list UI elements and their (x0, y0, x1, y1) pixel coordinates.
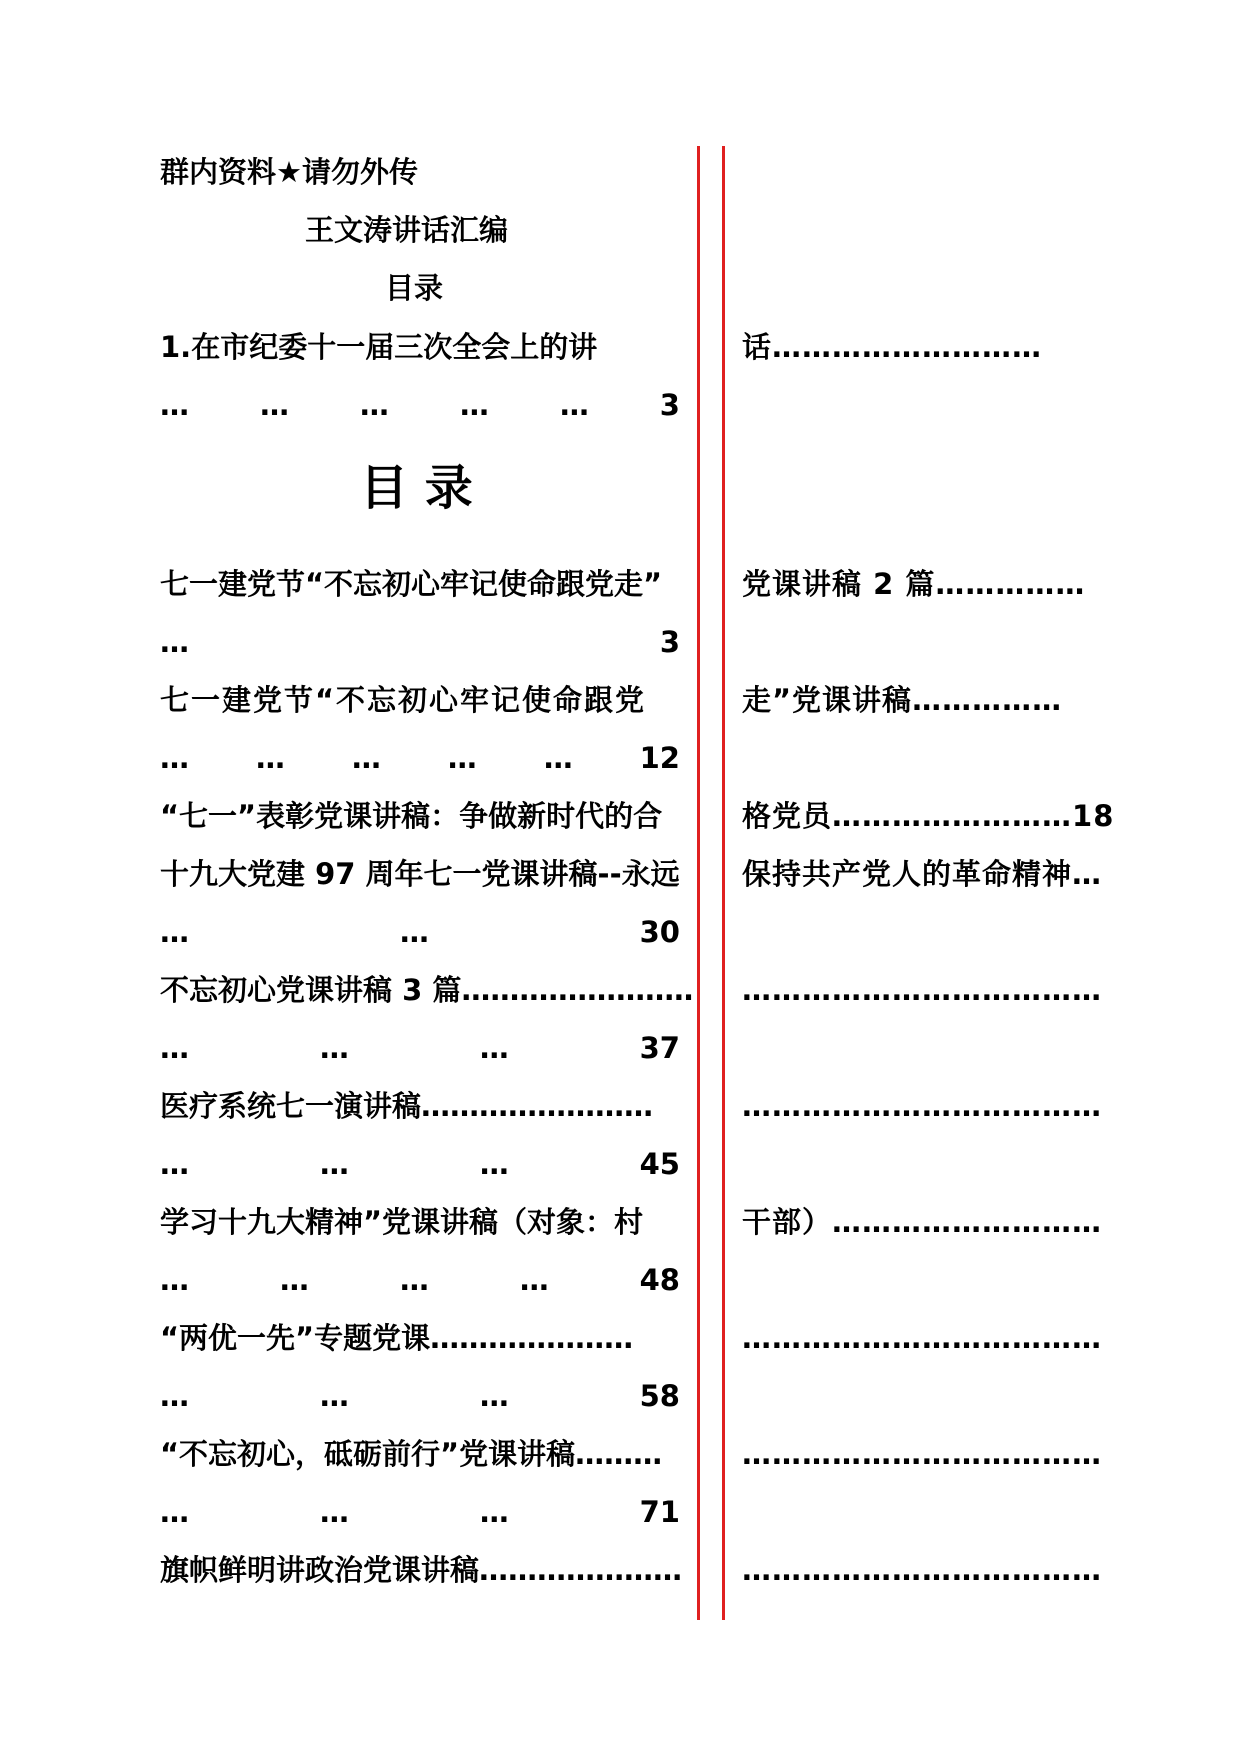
toc-entry-page: 71 (639, 1495, 680, 1529)
toc-entry-leader: … 3 (160, 622, 680, 662)
toc-entry-title[interactable]: 十九大党建 97 周年七一党课讲稿--永远 (160, 857, 680, 891)
toc-entry-title[interactable]: “两优一先”专题党课………………… (160, 1321, 634, 1355)
left-column (160, 0, 694, 1754)
toc-entry-leader: … … … … 48 (160, 1260, 680, 1300)
toc-leader-dots: ……………………………… (742, 1089, 1102, 1123)
column-divider-right (722, 146, 725, 1620)
column-divider-left (697, 146, 700, 1620)
toc-heading-large: 目 录 (360, 460, 473, 516)
toc-entry-page: 3 (659, 625, 680, 659)
notice-text: 群内资料★请勿外传 (160, 155, 418, 189)
right-column (742, 0, 1115, 1754)
toc-entry-leader: … … … … … 12 (160, 738, 680, 778)
toc-entry-leader: … … … 71 (160, 1492, 680, 1532)
toc-entry-page: 30 (639, 915, 680, 949)
toc-entry-title[interactable]: 学习十九大精神”党课讲稿（对象：村 (160, 1205, 644, 1239)
toc-leader-dots: ……………………………… (742, 1321, 1102, 1355)
toc-entry-title[interactable]: 旗帜鲜明讲政治党课讲稿………………… (160, 1553, 683, 1587)
toc-entry-page: 48 (639, 1263, 680, 1297)
toc-entry-title[interactable]: 医疗系统七一演讲稿…………………… (160, 1089, 654, 1123)
document-title: 王文涛讲话汇编 (305, 213, 509, 247)
toc-entry-page: 12 (639, 741, 680, 775)
toc-entry-title[interactable]: “七一”表彰党课讲稿：争做新时代的合 (160, 799, 663, 833)
toc-heading-small: 目录 (385, 271, 444, 305)
toc-entry-title[interactable]: “不忘初心，砥砺前行”党课讲稿……… (160, 1437, 663, 1471)
toc-entry-title[interactable]: 1.在市纪委十一届三次全会上的讲 (160, 330, 598, 364)
toc-entry-page: 58 (639, 1379, 680, 1413)
toc-entry-leader: … … … … … 3 (160, 385, 680, 425)
toc-entry-leader: … … … 58 (160, 1376, 680, 1416)
toc-entry-leader: … … 30 (160, 912, 680, 952)
toc-entry-leader: … … … 37 (160, 1028, 680, 1068)
toc-entry-page: 37 (639, 1031, 680, 1065)
toc-leader-dots: ……………………………… (742, 1437, 1102, 1471)
toc-entry-title[interactable]: 七一建党节“不忘初心牢记使命跟党走” (160, 567, 663, 601)
toc-entry-continuation[interactable]: 走”党课讲稿…………… (742, 683, 1063, 717)
toc-entry-title[interactable]: 七一建党节“不忘初心牢记使命跟党 (160, 683, 647, 717)
toc-entry-title[interactable]: 不忘初心党课讲稿 3 篇…………………… (160, 973, 694, 1007)
toc-entry-leader: … … … 45 (160, 1144, 680, 1184)
toc-entry-continuation[interactable]: 干部）……………………… (742, 1205, 1103, 1239)
toc-entry-page: 3 (659, 388, 680, 422)
toc-entry-continuation[interactable]: 党课讲稿 2 篇…………… (742, 567, 1086, 601)
toc-entry-continuation[interactable]: 保持共产党人的革命精神… (742, 857, 1103, 891)
toc-entry-continuation[interactable]: 话……………………… (742, 330, 1043, 364)
toc-leader-dots: ……………………………… (742, 1553, 1102, 1587)
toc-entry-page: 45 (639, 1147, 680, 1181)
toc-leader-dots: ……………………………… (742, 973, 1102, 1007)
toc-entry-continuation[interactable]: 格党员……………………18 (742, 799, 1115, 833)
